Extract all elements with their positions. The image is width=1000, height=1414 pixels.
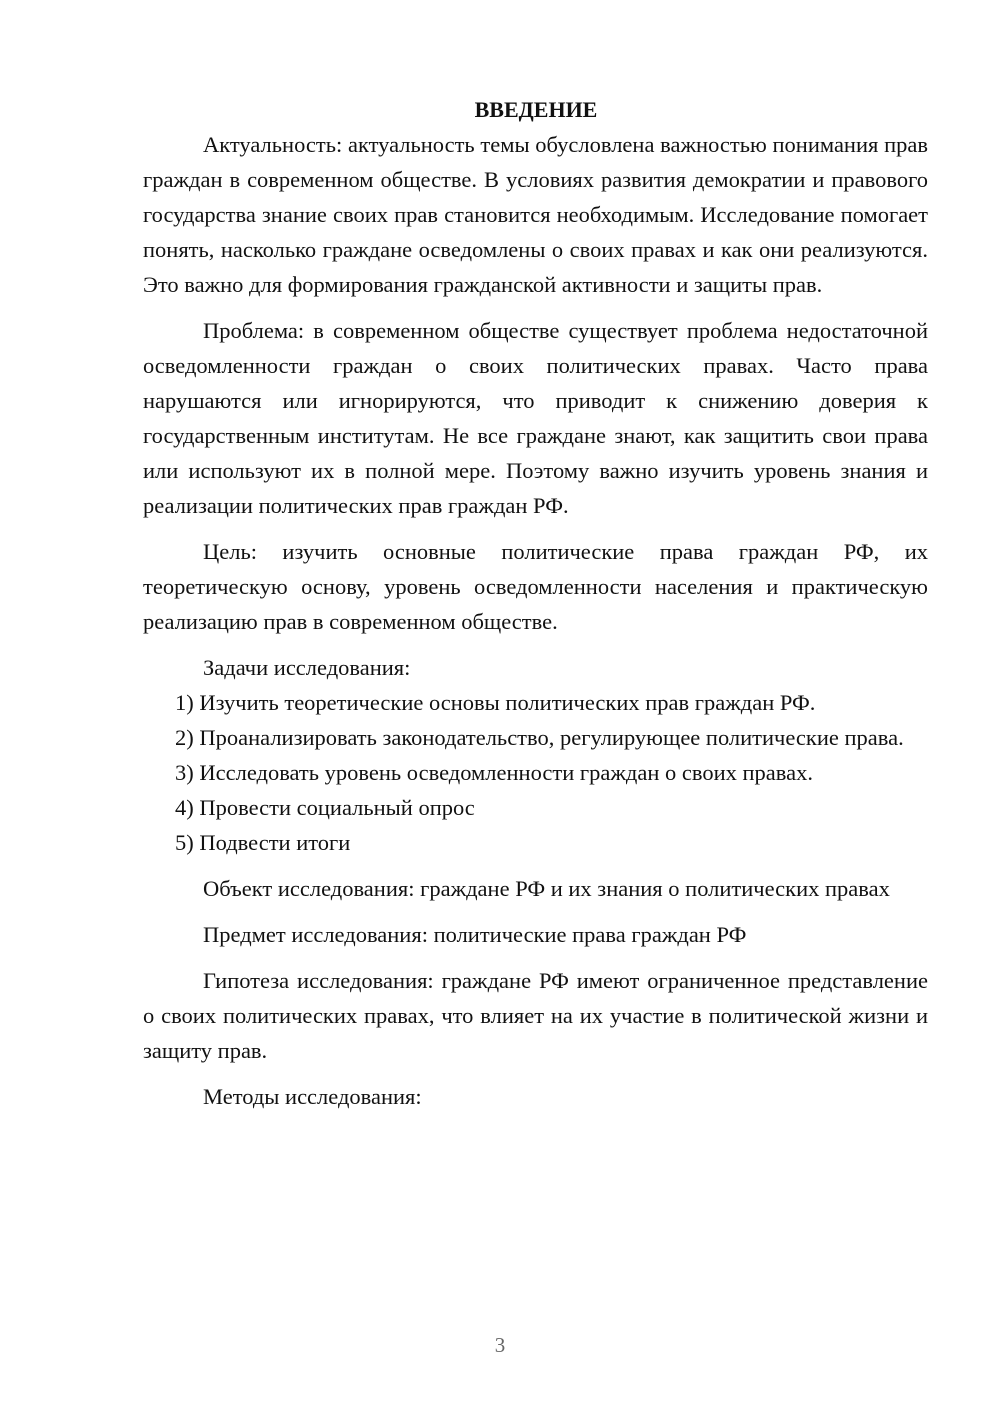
methods-heading: Методы исследования:	[203, 1084, 422, 1109]
paragraph-problem: Проблема: в современном обществе существует проблема недостаточной осведомленности граждан о своих политических правах. Часто права нарушаются или игнорируются, что приводит к снижению доверия к государственным институтам. Не все граждане знают, как защитить свои права или используют их в полной мере. Поэтому важно изучить уровень знания и реализации политических прав граждан РФ.	[143, 318, 928, 518]
section-title: ВВЕДЕНИЕ	[474, 97, 598, 122]
paragraph-hypothesis: Гипотеза исследования: граждане РФ имеют ограниченное представление о своих политических правах, что влияет на их участие в политической жизни и защиту прав.	[143, 968, 928, 1063]
task-item: 4) Провести социальный опрос	[175, 795, 475, 820]
page-number: 3	[494, 1333, 506, 1357]
tasks-heading: Задачи исследования:	[203, 655, 411, 680]
paragraph-object: Объект исследования: граждане РФ и их знания о политических правах	[203, 876, 890, 901]
task-item: 5) Подвести итоги	[175, 830, 351, 855]
paragraph-goal: Цель: изучить основные политические права граждан РФ, их теоретическую основу, уровень осведомленности населения и практическую реализацию прав в современном обществе.	[143, 539, 928, 634]
task-item: 1) Изучить теоретические основы политических прав граждан РФ.	[175, 690, 816, 715]
task-item: 3) Исследовать уровень осведомленности граждан о своих правах.	[175, 760, 813, 785]
paragraph-relevance: Актуальность: актуальность темы обусловлена важностью понимания прав граждан в современном обществе. В условиях развития демократии и правового государства знание своих прав становится необходимым. Исследование помогает понять, насколько граждане осведомлены о своих правах и как они реализуются. Это важно для формирования гражданской активности и защиты прав.	[143, 132, 928, 297]
document-page	[143, 92, 928, 1114]
task-item: 2) Проанализировать законодательство, регулирующее политические права.	[175, 725, 904, 750]
paragraph-subject: Предмет исследования: политические права граждан РФ	[203, 922, 747, 947]
